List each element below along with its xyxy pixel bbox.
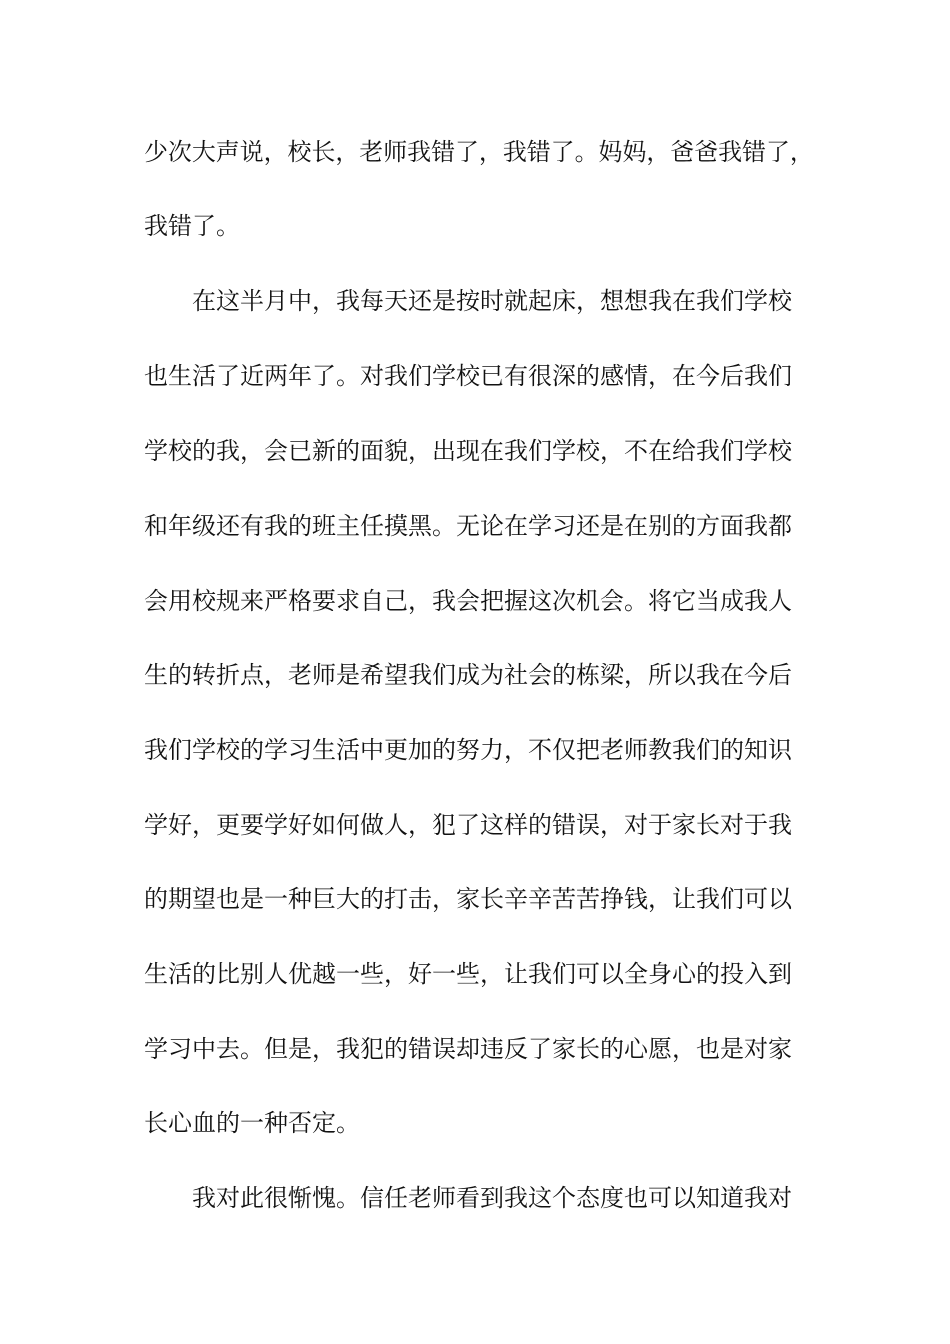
text-line: 会用校规来严格要求自己，我会把握这次机会。将它当成我人 xyxy=(144,587,792,615)
text-line: 学好，更要学好如何做人，犯了这样的错误，对于家长对于我 xyxy=(144,811,792,839)
text-line: 长心血的一种否定。 xyxy=(144,1109,360,1137)
paragraph-start-line: 在这半月中，我每天还是按时就起床，想想我在我们学校 xyxy=(192,287,792,315)
text-line: 我们学校的学习生活中更加的努力，不仅把老师教我们的知识 xyxy=(144,736,792,764)
text-line: 少次大声说，校长，老师我错了，我错了。妈妈，爸爸我错了， xyxy=(144,138,814,166)
text-line: 和年级还有我的班主任摸黑。无论在学习还是在别的方面我都 xyxy=(144,512,792,540)
text-line: 学习中去。但是，我犯的错误却违反了家长的心愿，也是对家 xyxy=(144,1035,792,1063)
text-line: 的期望也是一种巨大的打击，家长辛辛苦苦挣钱，让我们可以 xyxy=(144,885,792,913)
text-line: 也生活了近两年了。对我们学校已有很深的感情，在今后我们 xyxy=(144,362,792,390)
text-line: 我错了。 xyxy=(144,212,240,240)
paragraph-start-line: 我对此很惭愧。信任老师看到我这个态度也可以知道我对 xyxy=(192,1184,792,1212)
text-line: 学校的我，会已新的面貌，出现在我们学校，不在给我们学校 xyxy=(144,437,792,465)
text-line: 生的转折点，老师是希望我们成为社会的栋梁，所以我在今后 xyxy=(144,661,792,689)
text-line: 生活的比别人优越一些，好一些，让我们可以全身心的投入到 xyxy=(144,960,792,988)
